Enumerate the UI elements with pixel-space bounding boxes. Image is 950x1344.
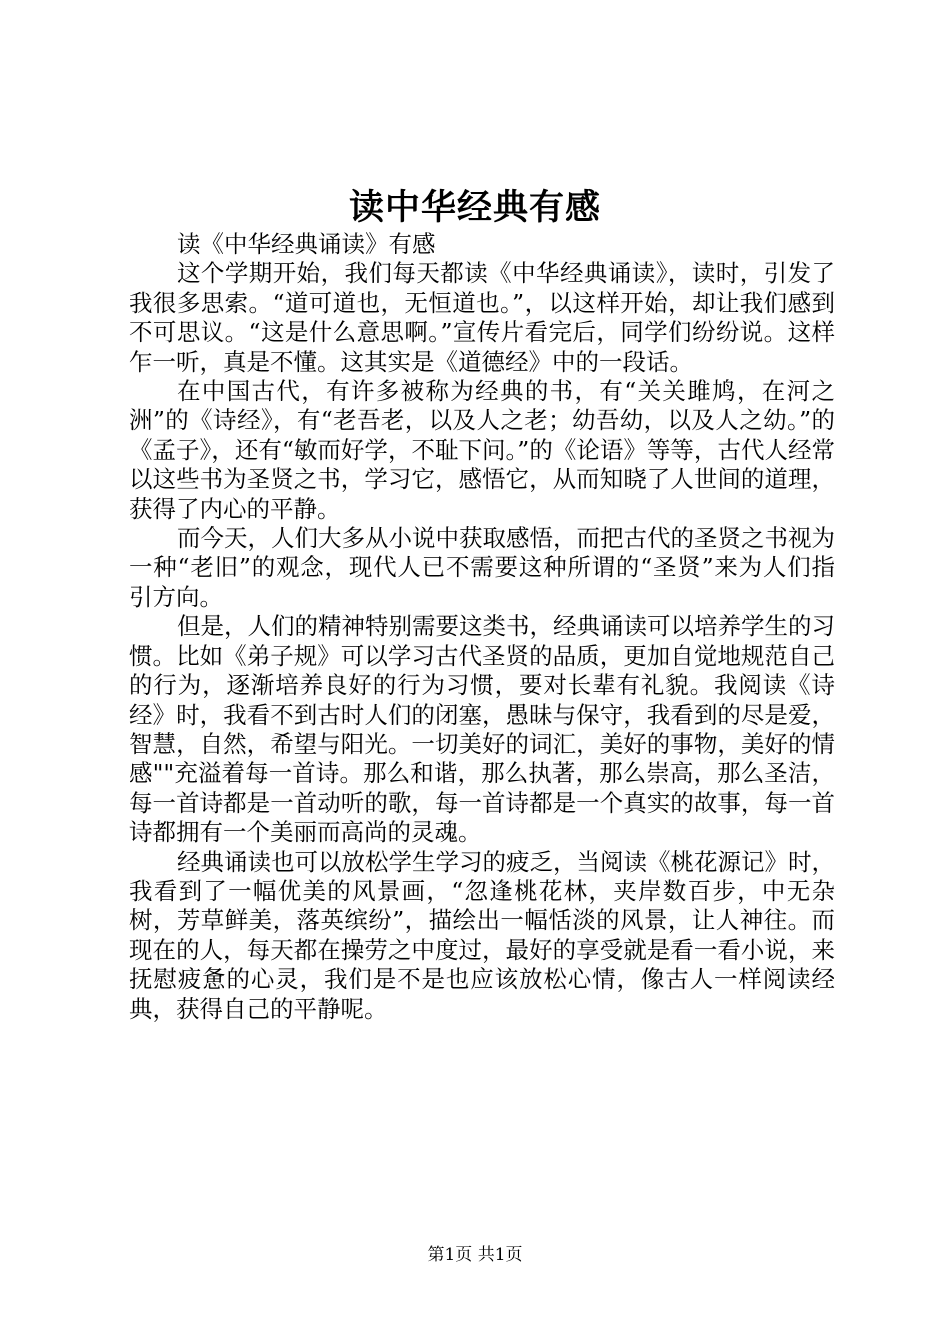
page-footer: 第1页 共1页 [427, 1245, 523, 1265]
subtitle-paragraph: 读《中华经典诵读》有感 [177, 230, 436, 258]
body-paragraph: 在中国古代，有许多被称为经典的书，有“关关雎鸠，在河之洲”的《诗经》，有“老吾老，以及人之老；幼吾幼，以及人之幼。”的《孟子》，还有“敏而好学，不耻下问。”的《论语》等等，古代人经常以这些书为圣贤之书，学习它，感悟它，从而知晓了人世间的道理，获得了内心的平静。 [129, 377, 835, 523]
body-paragraph: 这个学期开始，我们每天都读《中华经典诵读》，读时，引发了我很多思索。“道可道也，无恒道也。”，以这样开始，却让我们感到不可思议。“这是什么意思啊。”宣传片看完后，同学们纷纷说。这样乍一听，真是不懂。这其实是《道德经》中的一段话。 [129, 259, 835, 376]
body-paragraph: 经典诵读也可以放松学生学习的疲乏，当阅读《桃花源记》时，我看到了一幅优美的风景画，“忽逢桃花林，夹岸数百步，中无杂树，芳草鲜美，落英缤纷”，描绘出一幅恬淡的风景，让人神往。而现在的人，每天都在操劳之中度过，最好的享受就是看一看小说，来抚慰疲惫的心灵，我们是不是也应该放松心情，像古人一样阅读经典，获得自己的平静呢。 [129, 847, 835, 1023]
body-paragraph: 但是，人们的精神特别需要这类书，经典诵读可以培养学生的习惯。比如《弟子规》可以学习古代圣贤的品质，更加自觉地规范自己的行为，逐渐培养良好的行为习惯，要对长辈有礼貌。我阅读《诗经》时，我看不到古时人们的闭塞，愚昧与保守，我看到的尽是爱，智慧，自然，希望与阳光。一切美好的词汇，美好的事物，美好的情感""充溢着每一首诗。那么和谐，那么执著，那么崇高，那么圣洁，每一首诗都是一首动听的歌，每一首诗都是一个真实的故事，每一首诗都拥有一个美丽而高尚的灵魂。 [129, 612, 835, 847]
body-paragraph: 而今天，人们大多从小说中获取感悟，而把古代的圣贤之书视为一种“老旧”的观念，现代人已不需要这种所谓的“圣贤”来为人们指引方向。 [129, 524, 835, 611]
document-title: 读中华经典有感 [348, 187, 601, 228]
document-body [129, 230, 835, 1024]
